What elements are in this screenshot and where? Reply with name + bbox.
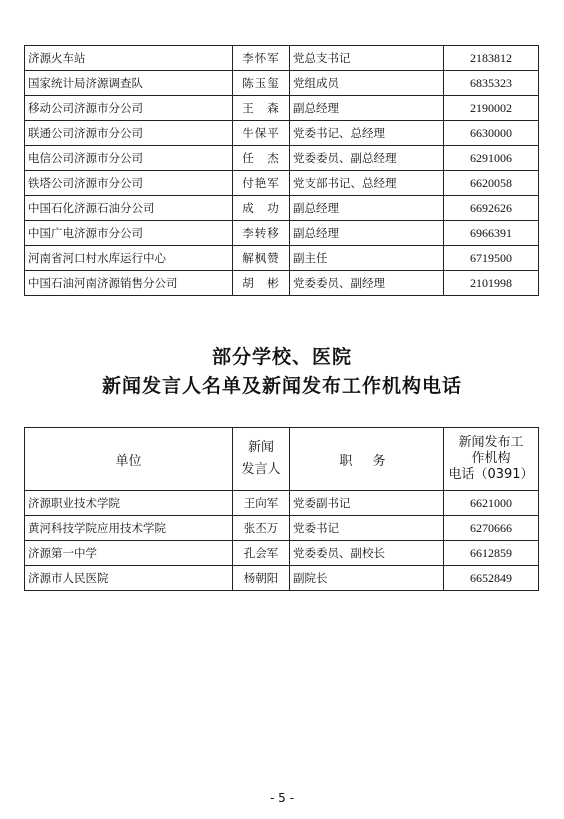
position-cell: 副院长 — [290, 566, 444, 591]
unit-cell: 移动公司济源市分公司 — [25, 96, 233, 121]
header-phone — [444, 428, 539, 491]
table-row — [25, 246, 539, 271]
spokesperson-cell: 李转移 — [233, 221, 290, 246]
spokesperson-cell: 牛保平 — [233, 121, 290, 146]
position-cell: 党委委员、副经理 — [290, 271, 444, 296]
header-phone-line2: 作机构 — [471, 451, 511, 466]
phone-cell: 6966391 — [444, 221, 539, 246]
table-row — [25, 71, 539, 96]
header-spokesperson-line2: 发言人 — [241, 462, 281, 477]
phone-cell: 6620058 — [444, 171, 539, 196]
table-row — [25, 221, 539, 246]
header-phone-line3: 电话（0391） — [448, 467, 534, 482]
table-row — [25, 271, 539, 296]
table-row — [25, 96, 539, 121]
spokesperson-table-continued — [24, 45, 539, 296]
spokesperson-cell: 解枫赞 — [233, 246, 290, 271]
table-row — [25, 146, 539, 171]
unit-cell: 联通公司济源市分公司 — [25, 121, 233, 146]
position-cell: 党委书记 — [290, 516, 444, 541]
header-spokesperson-line1: 新闻 — [247, 440, 274, 455]
unit-cell: 黄河科技学院应用技术学院 — [25, 516, 233, 541]
position-cell: 副总经理 — [290, 221, 444, 246]
position-cell: 党总支书记 — [290, 46, 444, 71]
table-row — [25, 46, 539, 71]
header-phone-line1: 新闻发布工 — [458, 435, 524, 450]
spokesperson-cell: 胡 彬 — [233, 271, 290, 296]
phone-cell: 6630000 — [444, 121, 539, 146]
phone-cell: 6835323 — [444, 71, 539, 96]
spokesperson-cell: 李怀军 — [233, 46, 290, 71]
phone-cell: 6652849 — [444, 566, 539, 591]
phone-cell: 6612859 — [444, 541, 539, 566]
unit-cell: 河南省河口村水库运行中心 — [25, 246, 233, 271]
position-cell: 党委委员、副校长 — [290, 541, 444, 566]
phone-cell: 6719500 — [444, 246, 539, 271]
spokesperson-cell: 王向军 — [233, 491, 290, 516]
position-cell: 党委书记、总经理 — [290, 121, 444, 146]
phone-cell: 6692626 — [444, 196, 539, 221]
table-header-row — [25, 428, 539, 491]
table-row — [25, 196, 539, 221]
phone-cell: 6270666 — [444, 516, 539, 541]
spokesperson-cell: 陈玉玺 — [233, 71, 290, 96]
unit-cell: 济源第一中学 — [25, 541, 233, 566]
table-row — [25, 171, 539, 196]
table-row — [25, 491, 539, 516]
position-cell: 党委委员、副总经理 — [290, 146, 444, 171]
section-title-line2: 新闻发言人名单及新闻发布工作机构电话 — [101, 375, 462, 397]
school-hospital-table — [24, 427, 539, 591]
unit-cell: 中国石化济源石油分公司 — [25, 196, 233, 221]
unit-cell: 济源市人民医院 — [25, 566, 233, 591]
phone-cell: 2101998 — [444, 271, 539, 296]
unit-cell: 电信公司济源市分公司 — [25, 146, 233, 171]
phone-cell: 6621000 — [444, 491, 539, 516]
phone-cell: 6291006 — [444, 146, 539, 171]
unit-cell: 铁塔公司济源市分公司 — [25, 171, 233, 196]
header-position: 职 务 — [290, 428, 444, 491]
section-title-line1: 部分学校、医院 — [211, 346, 352, 368]
spokesperson-cell: 任 杰 — [233, 146, 290, 171]
table-row — [25, 566, 539, 591]
unit-cell: 中国石油河南济源销售分公司 — [25, 271, 233, 296]
spokesperson-cell: 成 功 — [233, 196, 290, 221]
position-cell: 党支部书记、总经理 — [290, 171, 444, 196]
spokesperson-cell: 王 森 — [233, 96, 290, 121]
table-row — [25, 121, 539, 146]
unit-cell: 济源职业技术学院 — [25, 491, 233, 516]
position-cell: 党委副书记 — [290, 491, 444, 516]
spokesperson-cell: 付艳军 — [233, 171, 290, 196]
phone-cell: 2183812 — [444, 46, 539, 71]
table-row — [25, 516, 539, 541]
spokesperson-cell: 孔会军 — [233, 541, 290, 566]
spokesperson-cell: 杨朝阳 — [233, 566, 290, 591]
unit-cell: 中国广电济源市分公司 — [25, 221, 233, 246]
position-cell: 副总经理 — [290, 96, 444, 121]
header-unit: 单位 — [25, 428, 233, 491]
page-number: - 5 - — [270, 791, 294, 805]
header-spokesperson — [233, 428, 290, 491]
spokesperson-cell: 张丕万 — [233, 516, 290, 541]
position-cell: 副总经理 — [290, 196, 444, 221]
position-cell: 党组成员 — [290, 71, 444, 96]
phone-cell: 2190002 — [444, 96, 539, 121]
unit-cell: 国家统计局济源调查队 — [25, 71, 233, 96]
table-row — [25, 541, 539, 566]
unit-cell: 济源火车站 — [25, 46, 233, 71]
position-cell: 副主任 — [290, 246, 444, 271]
